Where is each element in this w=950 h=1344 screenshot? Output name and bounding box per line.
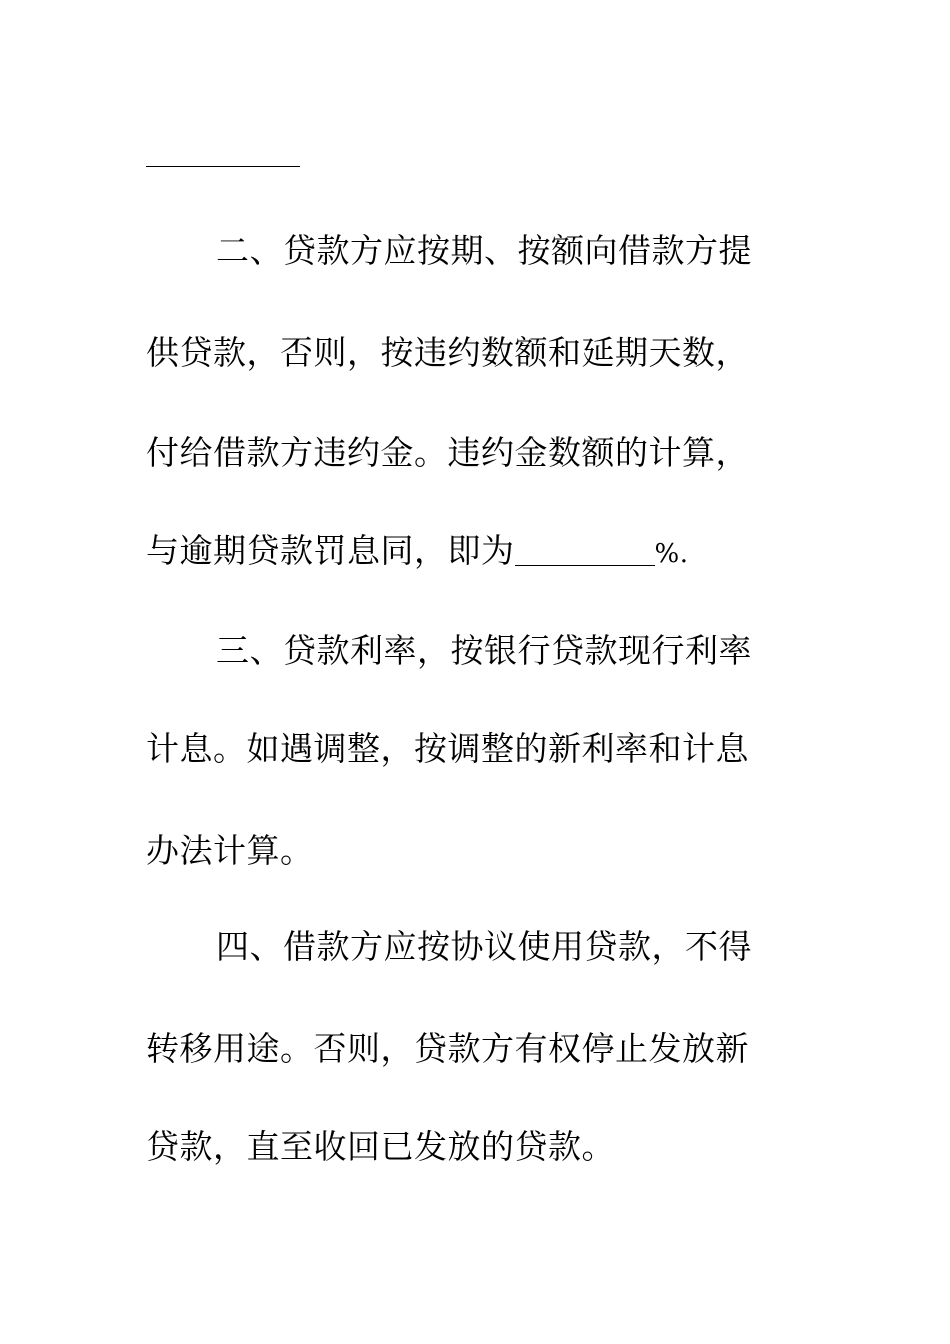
clause-2-line-4 — [146, 526, 786, 576]
clause-3-line-2: 计息。如遇调整，按调整的新利率和计息 — [146, 729, 749, 768]
clause-2-line-3: 付给借款方违约金。违约金数额的计算， — [146, 433, 749, 472]
clause-2-line-4-text: 与逾期贷款罚息同，即为 — [146, 531, 515, 570]
clause-3-line-1: 三、贷款利率，按银行贷款现行利率 — [216, 631, 752, 670]
fill-in-blank-line — [146, 166, 300, 167]
clause-3-line-3: 办法计算。 — [146, 831, 314, 870]
clause-4-line-1: 四、借款方应按协议使用贷款，不得 — [216, 927, 752, 966]
penalty-rate-blank — [515, 535, 655, 566]
clause-4-line-3: 贷款，直至收回已发放的贷款。 — [146, 1127, 615, 1166]
percent-sign: %. — [654, 539, 689, 569]
clause-2-line-2: 供贷款，否则，按违约数额和延期天数， — [146, 333, 749, 372]
clause-2-line-1: 二、贷款方应按期、按额向借款方提 — [216, 231, 752, 270]
clause-4-line-2: 转移用途。否则，贷款方有权停止发放新 — [146, 1029, 749, 1068]
